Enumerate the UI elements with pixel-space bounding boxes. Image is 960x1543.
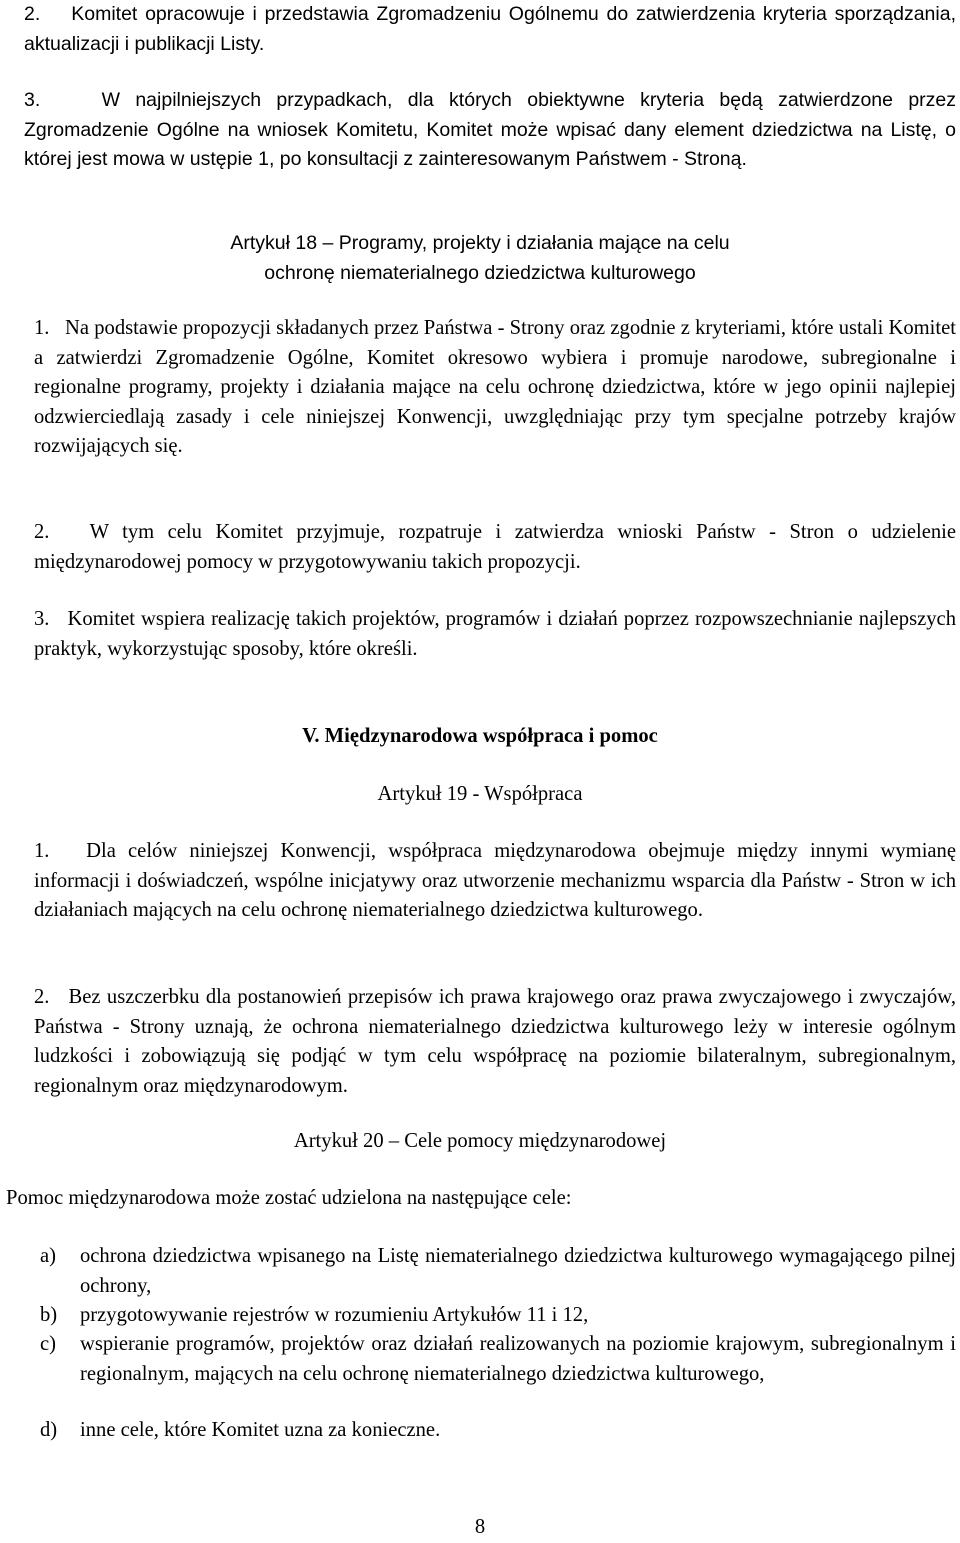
article-20-heading: Artykuł 20 – Cele pomocy międzynarodowej bbox=[293, 1130, 667, 1152]
paragraph-text: Komitet wspiera realizację takich projektów, programów i działań poprzez rozpowszechnianie najlepszych praktyk, wykorzystując sposoby, które określi. bbox=[34, 608, 956, 660]
article-19-paragraph-1 bbox=[34, 837, 956, 926]
list-marker: d) bbox=[40, 1419, 58, 1441]
list-item bbox=[40, 1330, 956, 1389]
paragraph-number: 3. bbox=[34, 608, 50, 630]
article-18-paragraph-2 bbox=[34, 518, 956, 577]
article-19-heading: Artykuł 19 - Współpraca bbox=[377, 783, 583, 805]
paragraph-2-top bbox=[24, 0, 956, 59]
list-item-text: inne cele, które Komitet uzna za konieczne. bbox=[80, 1419, 441, 1441]
paragraph-text: W najpilniejszych przypadkach, dla których obiektywne kryteria będą zatwierdzone przez Zgromadzenie Ogólne na wniosek Komitetu, Komitet może wpisać dany element dziedzictwa na Listę, o której jest mowa w ustępie 1, po konsultacji z zainteresowanym Państwem - Stroną. bbox=[24, 89, 956, 170]
section-5-heading: V. Międzynarodowa współpraca i pomoc bbox=[302, 725, 658, 747]
paragraph-number: 2. bbox=[34, 986, 50, 1008]
paragraph-text: Bez uszczerbku dla postanowień przepisów ich prawa krajowego oraz prawa zwyczajowego i zwyczajów, Państwa - Strony uznają, że ochrona niematerialnego dziedzictwa kulturowego leży w interesie ogólnym ludzkości i zobowiązują się podjąć w tym celu współpracę na poziomie bilateralnym, subregionalnym, regionalnym oraz międzynarodowym. bbox=[34, 986, 956, 1097]
paragraph-number: 2. bbox=[34, 521, 50, 543]
paragraph-3-top bbox=[24, 86, 956, 175]
article-18-paragraph-1 bbox=[34, 314, 956, 462]
article-18-heading bbox=[0, 229, 960, 288]
article-18-paragraph-3 bbox=[34, 605, 956, 664]
list-marker: b) bbox=[40, 1304, 58, 1326]
list-item-text: przygotowywanie rejestrów w rozumieniu Artykułów 11 i 12, bbox=[80, 1304, 589, 1326]
list-item-text: wspieranie programów, projektów oraz działań realizowanych na poziomie krajowym, subregionalnym i regionalnym, mających na celu ochronę niematerialnego dziedzictwa kulturowego, bbox=[80, 1333, 956, 1385]
list-item bbox=[40, 1301, 956, 1331]
paragraph-number: 2. bbox=[24, 3, 41, 25]
page-number: 8 bbox=[474, 1516, 486, 1538]
article-18-heading-line2: ochronę niematerialnego dziedzictwa kulturowego bbox=[264, 261, 696, 284]
list-item bbox=[40, 1416, 956, 1446]
paragraph-number: 1. bbox=[34, 840, 50, 862]
article-18-heading-line1: Artykuł 18 – Programy, projekty i działania mające na celu bbox=[230, 232, 730, 254]
article-19-paragraph-2 bbox=[34, 983, 956, 1101]
list-marker: a) bbox=[40, 1245, 56, 1267]
list-item bbox=[40, 1242, 956, 1301]
list-marker: c) bbox=[40, 1333, 56, 1355]
paragraph-text: W tym celu Komitet przyjmuje, rozpatruje i zatwierdza wnioski Państw - Stron o udzielenie międzynarodowej pomocy w przygotowywaniu takich propozycji. bbox=[34, 521, 956, 573]
paragraph-text: Komitet opracowuje i przedstawia Zgromadzeniu Ogólnemu do zatwierdzenia kryteria sporządzania, aktualizacji i publikacji Listy. bbox=[24, 3, 956, 55]
paragraph-number: 3. bbox=[24, 89, 41, 111]
article-20-intro: Pomoc międzynarodowa może zostać udzielona na następujące cele: bbox=[6, 1187, 572, 1209]
paragraph-number: 1. bbox=[34, 317, 50, 339]
paragraph-text: Dla celów niniejszej Konwencji, współpraca międzynarodowa obejmuje między innymi wymianę informacji i doświadczeń, wspólne inicjatywy oraz utworzenie mechanizmu wsparcia dla Państw - Stron w ich działaniach mających na celu ochronę niematerialnego dziedzictwa kulturowego. bbox=[34, 840, 956, 921]
paragraph-text: Na podstawie propozycji składanych przez Państwa - Strony oraz zgodnie z kryteriami, które ustali Komitet a zatwierdzi Zgromadzenie Ogólne, Komitet okresowo wybiera i promuje narodowe, subregionalne i regionalne programy, projekty i działania mające na celu ochronę dziedzictwa, które w jego opinii najlepiej odzwierciedlają zasady i cele niniejszej Konwencji, uwzględniając przy tym specjalne potrzeby krajów rozwijających się. bbox=[34, 317, 956, 457]
list-item-text: ochrona dziedzictwa wpisanego na Listę niematerialnego dziedzictwa kulturowego wymagającego pilnej ochrony, bbox=[80, 1245, 956, 1297]
